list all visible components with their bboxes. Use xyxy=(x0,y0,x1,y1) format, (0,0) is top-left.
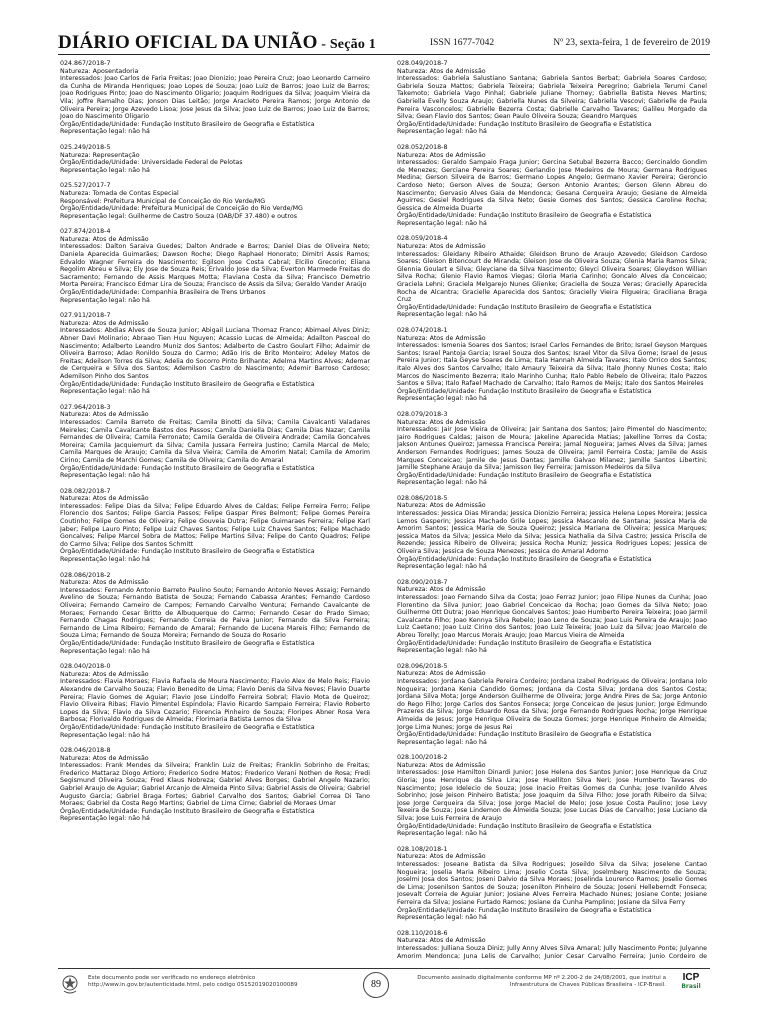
process-number: 028.086/2018-5 xyxy=(397,494,448,502)
entry-line: Natureza: Atos de Admissão xyxy=(60,579,149,587)
entry-line: Interessados: Jessica Dias Miranda; Jessica Dionizio Ferreira; Jessica Helena Lopes Moreira; Jessica Lemos Gasperin; Jessica Machado Grile Lopes; Jessica Mascarelo de Santana; Jessica Maria de Amorim Santos; Jessica Maria de Souza Queiroz; Jessica Mariana de Oliveira; Jessica Marques; Jessica Matos da Silva; Jessica Melo da Silva; Jessica Nathalia da Silva Castro; Jessica Priscila de Rezende; Jessica Ribeiro de Oliveira; Jessica Rocha Muniz; Jessica Rodrigues Lopes; Jessica de Oliveira Silva; Jessica de Souza Menezes; Jessica do Amaral Adorno xyxy=(397,510,707,556)
process-number: 028.052/2018-8 xyxy=(397,143,448,151)
entry-line: Interessados: Felipe Dias da Silva; Felipe Eduardo Alves de Caldas; Felipe Ferreira Ferro; Felipe Florencio dos Santos; Felipe Garcia Passos; Felipe Gaspar Pires Belmont; Felipe Gomes Pereira Coutinho; Felipe Gomes de Oliveira; Felipe Gouveia Dutra; Felipe Guimaraes Ferreira; Felipe Karl Jaber; Felipe Lauro Pinto; Felipe Luiz Chaves Santos; Felipe Luiz Chaves Santos; Felipe Machado Goncalves; Felipe Marcel Sobra de Mattos; Felipe Martins Silva; Felipe do Canto Quadros; Felipe do Carmo Silva; Felipe dos Santos Schmitt xyxy=(60,502,370,548)
entry-line: Natureza: Atos de Admissão xyxy=(60,670,149,678)
process-entry xyxy=(397,235,707,319)
entry-line: Órgão/Entidade/Unidade: Fundação Instituto Brasileiro de Geografia e Estatística xyxy=(397,120,652,128)
entry-line: Interessados: Gabriela Salustiano Santana; Gabriela Santos Berbat; Gabriela Soares Cardoso; Gabriela Souza Mattos; Gabriela Teixeira; Gabriela Teixeira Peregrino; Gabriela Terumi Canel Takemoto; Gabriela Vago Pinhal; Gabriele Juliane Thorney; Gabriella Batista Neves Martins; Gabriella Evelly Souza Araujo; Gabriella Nunes da Silveira; Gabriella Vescovi; Gabrielle de Paula Pereira Vasconcelos; Gabrielle Bezerra Costa; Gabrielle Carvalho Tavares; Galileu Morgado da Silva; Gean Flavio dos Santos; Gean Paulo Oliveira Souza; Geandro Marques xyxy=(397,75,707,121)
entry-line: Órgão/Entidade/Unidade: Fundação Instituto Brasileiro de Geografia e Estatística xyxy=(397,906,652,914)
entry-line: Órgão/Entidade/Unidade: Fundação Instituto Brasileiro de Geografia e Estatística xyxy=(397,822,652,830)
entry-line: Órgão/Entidade/Unidade: Fundação Instituto Brasileiro de Geografia e Estatística xyxy=(60,639,315,647)
process-number: 028.040/2018-0 xyxy=(60,663,111,671)
entry-line: Natureza: Tomada de Contas Especial xyxy=(60,189,179,197)
entry-line: Natureza: Atos de Admissão xyxy=(60,235,149,243)
process-entry xyxy=(397,579,707,655)
process-entry xyxy=(397,930,707,960)
entry-line: Órgão/Entidade/Unidade: Universidade Federal de Pelotas xyxy=(60,159,243,167)
entry-line: Interessados: Frank Mendes da Silveira; Franklin Luiz de Freitas; Franklin Sobrinho de Freitas; Frederico Mattaraz Diogo Artioro; Frederico Sodre Matos; Frederico Verani Nothen de Rosa; Fredi Segismund Oliveira Souza; Fred Klaus Nobreza; Gabriel Alves Borges; Gabriel Angelo Nazario; Gabriel Araujo de Aguiar; Gabriel Arcanjo de Almeida Pinto Silva; Gabriel Assis de Oliveira; Gabriel Augusto Garcia; Gabriel Braga Fortes; Gabriel Carvalho dos Santos; Gabriel Correa Di Tano Moraes; Gabriel da Costa Rego Martins; Gabriel de Lima Cirne; Gabriel de Moraes Umar xyxy=(60,762,370,808)
entry-line: Representação legal: não há xyxy=(397,479,487,487)
entry-line: Interessados: Joao Fernando Silva da Costa; Joao Ferraz Junior; Joao Filipe Nunes da Cunha; Joao Florentino da Silva Junior; Joao Gabriel Conceicao da Rocha; Joao Gomes da Silva Neto; Joao Guilherme Ott Dutra; Joao Henrique Goncalves Santos; Joao Humberto Pereira Teixeira; Joao Jarmil Cavalcante Filho; Joao Kennya Silva Rebelo; Joao Leno de Souza; Joao Luis Pereira de Araujo; Joao Luiz Caetano; Joao Luiz Cirino dos Santos; Joao Luiz Teixeira; Joao Luiz da Silva; Joao Marcelo de Abreu Torelly; Joao Marcus Morais Araujo; Joao Marcus Vieira de Almeida xyxy=(397,594,707,639)
signature-note: Documento assinado digitalmente conforme MP nº 2.200-2 de 24/08/2001, que institui a Infraestrutura de Chaves Públicas Brasileira - ICP-Brasil. xyxy=(417,975,666,988)
issn-label: ISSN 1677-7042 xyxy=(430,38,495,48)
process-entry xyxy=(60,404,370,480)
entry-line: Órgão/Entidade/Unidade: Fundação Instituto Brasileiro de Geografia e Estatística xyxy=(397,731,652,739)
entry-line: Órgão/Entidade/Unidade: Fundação Instituto Brasileiro de Geografia e Estatística xyxy=(60,548,315,556)
entry-line: Órgão/Entidade/Unidade: Fundação Instituto Brasileiro de Geografia e Estatística xyxy=(397,387,652,395)
process-number: 028.074/2018-1 xyxy=(397,327,448,334)
entry-line: Natureza: Atos de Admissão xyxy=(397,243,486,251)
process-entry xyxy=(397,663,707,747)
entry-line: Natureza: Atos de Admissão xyxy=(397,761,486,769)
entry-line: Representação legal: não há xyxy=(397,738,487,746)
process-number: 028.090/2018-7 xyxy=(397,578,448,586)
entry-line: Órgão/Entidade/Unidade: Companhia Brasileira de Trens Urbanos xyxy=(60,289,266,297)
entry-line: Natureza: Atos de Admissão xyxy=(397,502,486,510)
icp-brasil-logo xyxy=(672,973,710,999)
entry-line: Representação legal: não há xyxy=(60,472,150,480)
process-entry xyxy=(397,144,707,228)
process-entry xyxy=(60,747,370,823)
entry-line: Órgão/Entidade/Unidade: Fundação Instituto Brasileiro de Geografia e Estatística xyxy=(397,212,652,220)
page-number: 89 xyxy=(363,972,389,998)
edition-date: Nº 23, sexta-feira, 1 de fevereiro de 2019 xyxy=(553,38,710,48)
entry-line: Representação legal: Guilherme de Castro Souza (OAB/DF 37.480) e outros xyxy=(60,212,297,220)
process-number: 028.096/2018-5 xyxy=(397,662,448,670)
entry-line: Representação legal: não há xyxy=(60,731,150,739)
entry-line: Representação legal: não há xyxy=(60,166,150,174)
process-entry xyxy=(60,488,370,564)
entry-line: Interessados: Dalton Saraiva Guedes; Dalton Andrade e Barros; Daniel Dias de Oliveira Neto; Daniela Aparecida Guimarães; Dawson Roche; Diego Raphael Honorato; Dimitri Assis Ramos; Edvaldo Wagner Ferreira do Nascimento; Egilson Jose Costa Cabral; Elcilio Grecorio; Eliana Regolim Abreu e Silva; Ely Jose de Souza Reis; Erivaldo Jose da Silva; Everton Marmede Freitas do Sacramento; Fernando de Assis Marques Motta; Flaviana Costa da Silva; Francisco Demetrio Morta Pereira; Francisco Edmar Lira de Souza; Francisco de Assis da Silva; Geraldo Vander Araújo xyxy=(60,243,370,289)
entry-line: Órgão/Entidade/Unidade: Fundação Instituto Brasileiro de Geografia e Estatística xyxy=(60,723,315,731)
entry-line: Natureza: Atos de Admissão xyxy=(397,853,486,861)
entry-line: Natureza: Representação xyxy=(60,151,140,159)
process-number: 028.108/2018-1 xyxy=(397,845,448,853)
entry-line: Natureza: Aposentadoria xyxy=(60,67,139,75)
entry-line: Representação legal: não há xyxy=(397,647,487,655)
entry-line: Representação legal: não há xyxy=(397,914,487,922)
process-entry xyxy=(397,60,707,136)
entry-line: Representação legal: não há xyxy=(397,128,487,136)
process-number: 027.874/2018-4 xyxy=(60,228,111,236)
verification-note: Este documento pode ser verificado no endereço eletrônico http://www.in.gov.br/autenticidade.html, pelo código 05152019020100089 xyxy=(88,975,298,988)
process-number: 028.049/2018-7 xyxy=(397,60,448,67)
process-number: 024.867/2018-7 xyxy=(60,60,111,67)
entry-line: Interessados: Gleidany Ribeiro Athaide; Gleidson Bruno de Araujo Azevedo; Gleidson Cardoso Soares; Gleison Bitencourt de Miranda; Gleison Jose de Oliveira Souza; Glenia Maria Ramos Silva; Glennia Goulart e Silva; Gleyciane da Silva Nascimento; Gleyci Oliveira Soares; Gleydson Willian Silva Rocha; Glenio Flavio Ramos Viegas; Gloria Maria Carinho; Goncalo Alves da Conceicao; Graciela Lehni; Graciela Melgarejo Nunes Glienke; Graciella de Souza Veras; Gracielly Aparecida Rocha de Alcantra; Gracielle Aparecida dos Santos; Gracielly Vieira Filgueira; Graciliana Braga Cruz xyxy=(397,250,707,304)
left-column xyxy=(60,60,370,960)
entry-line: Natureza: Atos de Admissão xyxy=(397,418,486,426)
process-number: 025.249/2018-5 xyxy=(60,143,111,151)
entry-line: Representação legal: não há xyxy=(60,647,150,655)
section-label: - Seção 1 xyxy=(317,37,376,52)
entry-line: Natureza: Atos de Admissão xyxy=(397,334,486,342)
entry-line: Interessados: Abdias Alves de Souza Junior; Abigail Luciana Thomaz Franco; Abimael Alves Diniz; Abner Davi Molinario; Abraao Tien Huu Nguyen; Acassio Lucas de Almeida; Adailton Pascoal do Nascimento; Adalberto Leandro Muniz dos Santos; Adalberto de Castro Goulart Filho; Adaimir de Oliveira Barroso; Adao Ronildo Souza do Carmo; Adão Iris de Brito Monteiro; Adeley Matos de Freitas; Adeilson Torres da Silva; Adelia do Socorro Pinto Brilhante; Adelma Martins Alves; Ademar de Cerqueira e Silva dos Santos; Ademilson Castro do Nascimento; Ademir Barroso Cardoso; Ademilson Pinho dos Santos xyxy=(60,327,370,380)
icp-sub: Brasil xyxy=(681,983,701,990)
process-entry xyxy=(60,60,370,136)
process-entry xyxy=(60,312,370,396)
entry-line: Órgão/Entidade/Unidade: Fundação Instituto Brasileiro de Geografia e Estatística xyxy=(397,471,652,479)
journal-name: DIÁRIO OFICIAL DA UNIÃO xyxy=(58,32,318,53)
entry-line: Interessados: Flavia Moraes; Flavia Rafaela de Moura Nascimento; Flavio Alex de Melo Reis; Flavio Alexandre de Carvalho Souza; Flavio Benedito de Lima; Flavio Denis da Silva Neves; Flavio Duarte Pereira; Flavio Gomes de Aguiar; Flavio Jose Lindolfo Ferreira Sobral; Flavio Mota de Queiroz; Flavio Oliveira Ribas; Flavio Pimentel Espindola; Flavio Ricardo Sampaio Ferreira; Flavio Roberto Lopes da Silva; Flavio da Silva Cezario; Florencia Pinheiro de Souza; Floripes Abner Rosa Vera Barbosa; Florivaldo Rodrigues de Almeida; Florimaria Batista Lemos da Silva xyxy=(60,678,370,724)
right-column xyxy=(397,60,707,960)
entry-line: Representação legal: não há xyxy=(397,311,487,319)
entry-line: Órgão/Entidade/Unidade: Fundação Instituto Brasileiro de Geografia e Estatística xyxy=(60,464,315,472)
entry-line: Interessados: Joseane Batista da Silva Rodrigues; Joseildo Silva da Silva; Joselene Cantao Nogueira; Joselia Maria Ribeiro Lima; Joselio Costa Silva; Joselmberg Nascimento de Souza; Joselmi Josa dos Santos; Joseni Dalvio da Silva Moraes; Joselinda Lourenco Ramos; Joselio Gomes de Lima; Josenilson Santos de Souza; Josenilton Pinheiro de Souza; Joseni Helleberndt Fonseca; Josevalt Correia de Aguiar Junior; Josiane Alves Ferreira Machado Nunes; Josiane Conte; Josiane Ferreira da Silva; Josiane Furtado Ramos; Josiane da Cunha Pamplino; Josiane da Silva Ferry xyxy=(397,861,707,906)
entry-line: Representação legal: não há xyxy=(60,815,150,823)
entry-line: Representação legal: não há xyxy=(60,128,150,136)
entry-line: Natureza: Atos de Admissão xyxy=(60,754,149,762)
entry-line: Representação legal: não há xyxy=(60,388,150,396)
process-number: 028.079/2018-3 xyxy=(397,410,448,418)
process-entry xyxy=(397,411,707,487)
process-entry xyxy=(60,182,370,220)
page-footer xyxy=(58,968,710,1003)
process-number: 028.059/2018-4 xyxy=(397,235,448,243)
process-entry xyxy=(60,663,370,739)
entry-line: Interessados: Ismenia Soares dos Santos; Israel Carlos Fernandes de Brito; Israel Geyson Marques Santos; Israel Pantoja Garcia; Israel Souza dos Santos; Israel Vitor da Silva Gome; Israel de Jesus Pereira Junior; Itala Geyse Soares de Lima; Itala Hannah Almeida Tavares; Italo Orrico dos Santos; Italo Alves dos Santos Carvalho; Italo Amaury Teixeira da Silva; Italo Jhonny Nunes Costa; Italo Marcos do Nascimento Bezerra; Italo Marinho Cunha; Italo Pablo Rebelo de Oliveira; Italo Pazzos Santos e Silva; Italo Rafael Machado de Carvalho; Italo Ramos de Meijs; Italo dos Santos Meireles xyxy=(397,342,707,388)
process-entry xyxy=(397,754,707,838)
entry-line: Representação legal: não há xyxy=(60,296,150,304)
process-entry xyxy=(397,495,707,571)
process-number: 028.100/2018-2 xyxy=(397,754,448,762)
process-number: 028.082/2018-7 xyxy=(60,487,111,495)
entry-line: Órgão/Entidade/Unidade: Fundação Instituto Brasileiro de Geografia e Estatística xyxy=(397,555,652,563)
entry-line: Natureza: Atos de Admissão xyxy=(397,937,486,945)
process-entry xyxy=(60,572,370,656)
entry-line: Natureza: Atos de Admissão xyxy=(397,151,486,159)
process-entry xyxy=(60,228,370,304)
entry-line: Responsável: Prefeitura Municipal de Conceição do Rio Verde/MG xyxy=(60,197,266,205)
entry-line: Órgão/Entidade/Unidade: Fundação Instituto Brasileiro de Geografia e Estatística xyxy=(60,120,315,128)
entry-line: Representação legal: não há xyxy=(397,563,487,571)
process-number: 027.964/2018-3 xyxy=(60,403,111,411)
entry-line: Interessados: Camila Barreto de Freitas; Camila Binotti da Silva; Camila Cavalcanti Valadares Meireles; Camila Cavalcante Bastos dos Passos; Camila Daniella Dias; Camila Dias Nazar; Camila Fernandes de Oliveira; Camila Ferronato; Camila Geralda de Oliveira Andrade; Camila Goncalves Moreira; Camila Jacquiemurt da Silva; Camila Jussara Ferreira Justino; Camila Marcal de Melo; Camila Marques de Araujo; Camila da Silva Vieira; Camila de Amorim Natal; Camila de Amorim Cirino; Camila de Marchi Gomes; Camila de Oliveira; Camila do Amaral xyxy=(60,418,370,464)
process-number: 025.527/2017-7 xyxy=(60,182,111,190)
entry-line: Natureza: Atos de Admissão xyxy=(397,586,486,594)
entry-line: Órgão/Entidade/Unidade: Fundação Instituto Brasileiro de Geografia e Estatística xyxy=(397,303,652,311)
icp-mark: ICP xyxy=(682,972,700,983)
entry-line: Natureza: Atos de Admissão xyxy=(397,67,486,75)
entry-line: Órgão/Entidade/Unidade: Fundação Instituto Brasileiro de Geografia e Estatística xyxy=(60,807,315,815)
entry-line: Natureza: Atos de Admissão xyxy=(60,411,149,419)
entry-line: Natureza: Atos de Admissão xyxy=(397,670,486,678)
coat-of-arms-icon xyxy=(60,974,80,996)
entry-line: Representação legal: não há xyxy=(397,219,487,227)
entry-line: Interessados: Geraldo Sampaio Fraga Junior; Gercina Setubal Bezerra Bacco; Gercinaldo Gondim de Menezes; Gerciane Pereira Soares; Gerlandio Jose Medeiros de Moura; Germana Rodrigues Medina; Gerson Silveira de Barros; Germano Lopes Angelo; Germano Xavier Pereira; Geroncio Cardoso Neto; Gerson Alves de Souza; Gerson Antonio Arantes; Gerson Glenn Abreu do Nascimento; Gervasio Alves Gaia de Mendonca; Gesana Cerqueira Araujo; Gesiane de Almeida Aguirres; Gesiel Rodrigues da Silva Neto; Gesie Gomes dos Santos; Gessica Caroline Rocha; Gessica de Almeida Duarte xyxy=(397,159,707,212)
entry-line: Natureza: Atos de Admissão xyxy=(60,319,149,327)
entry-line: Representação legal: não há xyxy=(60,556,150,564)
entry-line: Interessados: Jordana Gabriela Pereira Cordeiro; Jordana Izabel Rodrigues de Oliveira; Jordana Iolo Nogueira; Jordana Kenia Candido Gomes; Jordana da Costa Silva; Jordana dos Santos Costa; Jordana Silva Mota; Jorge Anderson Guilherme de Oliveira; Jorge Andre Pires de Sa; Jorge Antonio do Rego Filho; Jorge Carlos dos Santos Fonseca; Jorge Conceicao de Jesus Junior; Jorge Edmundo Prazeres da Silva; Jorge Eduardo Rosa da Silva; Jorge Fernando Rodrigues Rocha; Jorge Henrique Almeida de Jesus; Jorge Henrique Oliveira de Souza Gomes; Jorge Henrique Pinheiro de Almeida; Jorge Lima Nunes; Jorge de Jesus Rei xyxy=(397,677,707,731)
entry-line: Interessados: Jose Hamilton Dinardi Junior; Jose Helena dos Santos Junior; Jose Henrique da Cruz Gloria; Jose Henrique da Silva Lira; Jose Huelliton Silva Neri; Jose Humberto Tavares do Nascimento; Jose Idelecio de Souza; Jose Inacio Freitas Gomes da Cunha; Jose Ivanildo Alves Sobrinho; Jose Jeison Pinheiro Batista; Jose Joaquim da Silva Filho; Jose Jorath Ribeiro da Silva; Jose Jorge Cerqueira da Silva; Jose Jorge Maciel de Melo; Jose Josue Costa Paulino; Jose Levy Texeira de Souza; Jose Lindemon de Almeida Souza; Jose Lucas Dias de Carvalho; Jose Luciano da Silva; Jose Luis Ferreira de Araujo xyxy=(397,769,707,823)
entry-line: Natureza: Atos de Admissão xyxy=(60,495,149,503)
process-entry xyxy=(397,327,707,403)
entry-line: Órgão/Entidade/Unidade: Fundação Instituto Brasileiro de Geografia e Estatística xyxy=(397,639,652,647)
entry-line: Representação legal: não há xyxy=(397,395,487,403)
process-number: 028.086/2018-2 xyxy=(60,571,111,579)
page-header xyxy=(58,32,710,55)
entry-line: Interessados: Jair Jose Vieira de Oliveira; Jair Santana dos Santos; Jairo Pimentel do Nascimento; Jairo Rodrigues Caldas; Jaison de Moura; Jakeline Aparecida Matias; Jakelline Torres da Costa; Jakson Antunes Queiroz; Jamessa Francisca Pereira; Jamal Nogueira; James Alves da Silva; James Anderson Fernandes Rodrigues; James Souza de Oliveira; Jamil Ferreira Costa; Jamile de Assis Marques Conceicao; Jamile de Jesus Dantas; Jamille Galvao Milanez; Jamille Santos Libertini; Jamille Stephane Araujo da Silva; Jamisson Iley Ferreira; Jamisson Medeiros da Silva xyxy=(397,426,707,472)
process-number: 028.110/2018-6 xyxy=(397,929,448,937)
journal-title xyxy=(58,32,376,54)
process-number: 027.911/2018-7 xyxy=(60,312,111,320)
entry-line: Interessados: Joao Carlos de Faria Freitas; Joao Dionizio; Joao Pereira Cruz; Joao Leonardo Carneiro da Cunha de Miranda Henriques; Joao Lopes de Souza; Joao Luiz de Barros; Joao Luiz de Barros; Joao Rodrigues Pinto; Joao do Nascimento Oligario; Joaquim Rodrigues da Silva; Joaquim Vieira da Vila; Joffre Ramalho Dias; Jonson Dias Leitão; Jorge Aracleto Pereira Ramos; Jorge Antonio de Oliveira Pereira; Jorge Azevedo Lisoa; Jose Jesus da Silva; Joao Luiz de Barros; Joao Luiz de Barros; Joao do Nascimento Oligario xyxy=(60,75,370,121)
process-entry xyxy=(60,144,370,174)
entry-line: Órgão/Entidade/Unidade: Prefeitura Municipal de Conceição do Rio Verde/MG xyxy=(60,205,303,213)
process-entry xyxy=(397,846,707,922)
entry-line: Interessados: Julliana Souza Diniz; Jully Anny Alves Silva Amaral; Jully Nascimento Ponte; Julyanne Amorim Mendonca; Juna Lelis de Carvalho; Junior Cesar Carvalho Ferreira; Junio Cordeiro de xyxy=(397,944,707,960)
entry-line: Órgão/Entidade/Unidade: Fundação Instituto Brasileiro de Geografia e Estatística xyxy=(60,380,315,388)
entry-line: Interessados: Fernando Antonio Barreto Paulino Souto; Fernando Antonio Neves Assaig; Fernando Avelino de Souza; Fernando Batista de Souza; Fernando Cabassa Arantes; Fernando Cardoso Oliveira; Fernando Carneiro de Campos; Fernando Carvalho Ventura; Fernando Cavalcante de Moraes; Fernando Cesar Britto de Albuquerque do Carmo; Fernando Cesar do Prado Simao; Fernando Chagas Rodrigues; Fernando Correia de Paiva Junior; Fernando da Silva Ferreira; Fernando de Lima Ribeiro; Fernando de Amaral; Fernando de Lucena Mareis Filho; Fernando de Souza Lima; Fernando de Souza Moreira; Fernando de Souza do Rosario xyxy=(60,586,370,640)
process-number: 028.046/2018-8 xyxy=(60,747,111,755)
entry-line: Representação legal: não há xyxy=(397,830,487,838)
